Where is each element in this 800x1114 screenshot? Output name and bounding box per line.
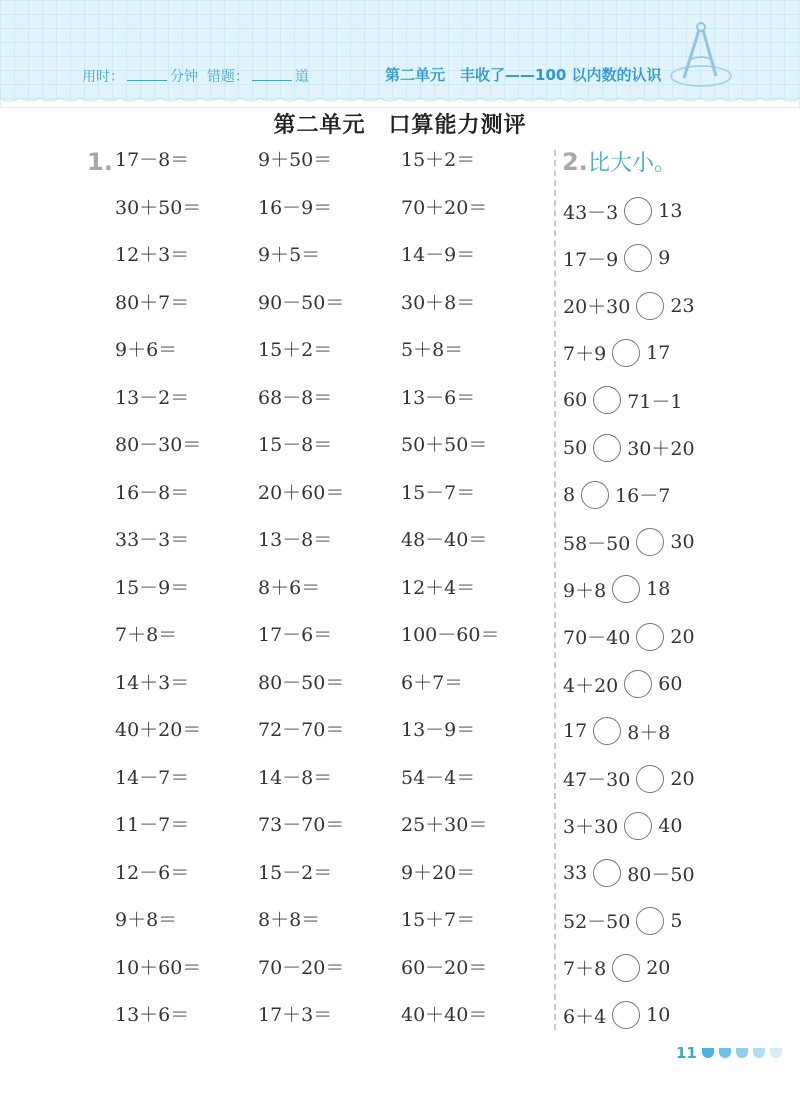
arithmetic-problem[interactable]: 70－20＝ bbox=[258, 956, 345, 979]
timer-label: 用时： bbox=[82, 69, 124, 85]
compare-right: 13 bbox=[658, 200, 683, 222]
compare-right: 20 bbox=[646, 956, 671, 979]
problem-row bbox=[0, 710, 560, 750]
problem-row bbox=[0, 140, 560, 180]
problem-row bbox=[0, 663, 560, 703]
section2-number: 2. bbox=[562, 148, 588, 176]
compare-left: 47－30 bbox=[563, 769, 631, 792]
arithmetic-problem[interactable]: 13＋6＝ bbox=[115, 1004, 190, 1026]
compare-row bbox=[563, 475, 670, 515]
answer-circle[interactable] bbox=[581, 481, 609, 509]
problem-row bbox=[0, 330, 560, 370]
problem-row bbox=[0, 948, 560, 988]
compare-right: 71－1 bbox=[627, 390, 683, 413]
compare-row bbox=[563, 333, 670, 373]
compare-right: 10 bbox=[646, 1004, 671, 1027]
arithmetic-problem[interactable]: 30＋8＝ bbox=[401, 291, 476, 314]
compare-left: 4＋20 bbox=[563, 674, 619, 697]
compare-left: 17 bbox=[563, 720, 588, 743]
problem-row bbox=[0, 378, 560, 418]
compare-right: 80－50 bbox=[627, 863, 695, 886]
compare-left: 60 bbox=[563, 389, 588, 412]
compare-left: 50 bbox=[563, 436, 588, 459]
compare-right: 18 bbox=[646, 578, 671, 601]
compare-row bbox=[563, 995, 670, 1035]
footer-dot-icon bbox=[736, 1048, 748, 1058]
problem-row bbox=[0, 853, 560, 893]
arithmetic-problem[interactable]: 15－7＝ bbox=[401, 481, 476, 504]
compare-left: 3＋30 bbox=[563, 816, 619, 839]
arithmetic-problem[interactable]: 15＋2＝ bbox=[401, 149, 476, 171]
arithmetic-problem[interactable]: 9＋20＝ bbox=[401, 861, 476, 884]
arithmetic-problem[interactable]: 72－70＝ bbox=[258, 719, 345, 741]
problem-row bbox=[0, 900, 560, 940]
compare-left: 7＋8 bbox=[563, 958, 607, 981]
arithmetic-problem[interactable]: 17－8＝ bbox=[115, 149, 190, 171]
compare-left: 9＋8 bbox=[563, 579, 607, 602]
compare-row bbox=[563, 380, 682, 420]
footer-dot-icon bbox=[770, 1048, 782, 1058]
arithmetic-problem[interactable]: 15＋2＝ bbox=[258, 339, 333, 361]
timer-line bbox=[82, 66, 309, 86]
answer-circle[interactable] bbox=[636, 292, 664, 320]
arithmetic-problem[interactable]: 48－40＝ bbox=[401, 529, 488, 551]
compare-right: 8＋8 bbox=[627, 721, 671, 744]
errors-label: 错题： bbox=[206, 69, 249, 85]
compare-row bbox=[563, 664, 682, 704]
section1-number: 1. bbox=[87, 148, 113, 176]
arithmetic-problem[interactable]: 13－8＝ bbox=[258, 529, 333, 551]
answer-circle[interactable] bbox=[636, 528, 664, 556]
errors-blank[interactable] bbox=[252, 68, 292, 81]
compare-left: 33 bbox=[563, 862, 588, 885]
arithmetic-problem[interactable]: 14－8＝ bbox=[258, 766, 333, 789]
arithmetic-problem[interactable]: 15－8＝ bbox=[258, 434, 333, 456]
timer-unit: 分钟 bbox=[170, 69, 198, 85]
arithmetic-problem[interactable]: 7＋8＝ bbox=[115, 624, 178, 646]
compare-row bbox=[563, 948, 670, 988]
compare-row bbox=[563, 853, 695, 893]
compare-right: 40 bbox=[658, 814, 683, 837]
arithmetic-problem[interactable]: 20＋60＝ bbox=[258, 481, 345, 504]
problem-row bbox=[0, 235, 560, 275]
compare-left: 8 bbox=[563, 483, 576, 506]
compare-row bbox=[563, 759, 695, 799]
arithmetic-problem[interactable]: 12－6＝ bbox=[115, 861, 190, 884]
arithmetic-problem[interactable]: 50＋50＝ bbox=[401, 434, 488, 456]
unit-title: 第二单元 丰收了——100 以内数的认识 bbox=[385, 66, 662, 84]
answer-circle[interactable] bbox=[624, 197, 652, 225]
timer-blank[interactable] bbox=[127, 68, 167, 81]
compare-left: 70－40 bbox=[563, 627, 631, 650]
arithmetic-problem[interactable]: 11－7＝ bbox=[115, 814, 190, 836]
arithmetic-problem[interactable]: 16－9＝ bbox=[258, 196, 333, 219]
compare-right: 30 bbox=[670, 531, 695, 554]
answer-circle[interactable] bbox=[593, 717, 621, 745]
compare-right: 23 bbox=[670, 294, 695, 317]
arithmetic-problem[interactable]: 90－50＝ bbox=[258, 291, 345, 314]
compare-left: 52－50 bbox=[563, 911, 631, 933]
arithmetic-problem[interactable]: 16－8＝ bbox=[115, 481, 190, 504]
compare-left: 7＋9 bbox=[563, 343, 607, 366]
footer-dot-icon bbox=[719, 1048, 731, 1058]
arithmetic-problem[interactable]: 15＋7＝ bbox=[401, 909, 476, 931]
problem-row bbox=[0, 473, 560, 513]
arithmetic-problem[interactable]: 8＋6＝ bbox=[258, 576, 321, 599]
compare-row bbox=[563, 522, 695, 562]
section2-title: 比大小。 bbox=[588, 151, 677, 176]
answer-circle[interactable] bbox=[593, 859, 621, 887]
arithmetic-problem[interactable]: 13－2＝ bbox=[115, 386, 190, 409]
arithmetic-problem[interactable]: 40＋40＝ bbox=[401, 1004, 488, 1026]
arithmetic-problem[interactable]: 9＋6＝ bbox=[115, 339, 178, 361]
compare-right: 9 bbox=[658, 247, 671, 270]
compare-right: 16－7 bbox=[615, 485, 671, 508]
arithmetic-problem[interactable]: 80－50＝ bbox=[258, 671, 345, 694]
compare-right: 5 bbox=[670, 909, 683, 932]
arithmetic-problem[interactable]: 15－9＝ bbox=[115, 576, 190, 599]
footer-dot-icon bbox=[753, 1048, 765, 1058]
page-title: 第二单元 口算能力测评 bbox=[273, 113, 527, 138]
arithmetic-problem[interactable]: 100－60＝ bbox=[401, 624, 500, 646]
compare-right: 20 bbox=[670, 625, 695, 648]
compare-row bbox=[563, 286, 695, 326]
arithmetic-problem[interactable]: 8＋8＝ bbox=[258, 909, 321, 931]
compare-right: 17 bbox=[646, 341, 671, 364]
footer-dot-icon bbox=[702, 1048, 714, 1058]
answer-circle[interactable] bbox=[593, 386, 621, 414]
arithmetic-problem[interactable]: 60－20＝ bbox=[401, 956, 488, 979]
arithmetic-problem[interactable]: 12＋3＝ bbox=[115, 244, 190, 266]
compare-row bbox=[563, 238, 670, 278]
problem-row bbox=[0, 568, 560, 608]
arithmetic-problem[interactable]: 14＋3＝ bbox=[115, 671, 190, 694]
compare-row bbox=[563, 191, 682, 231]
arithmetic-problem[interactable]: 13－9＝ bbox=[401, 719, 476, 741]
arithmetic-problem[interactable]: 70＋20＝ bbox=[401, 196, 488, 219]
arithmetic-problem[interactable]: 15－2＝ bbox=[258, 861, 333, 884]
arithmetic-problem[interactable]: 14－7＝ bbox=[115, 766, 190, 789]
arithmetic-problem[interactable]: 68－8＝ bbox=[258, 386, 333, 409]
arithmetic-problem[interactable]: 5＋8＝ bbox=[401, 339, 464, 361]
answer-circle[interactable] bbox=[636, 623, 664, 651]
problem-row bbox=[0, 425, 560, 465]
arithmetic-problem[interactable]: 80－30＝ bbox=[115, 434, 202, 456]
arithmetic-problem[interactable]: 33－3＝ bbox=[115, 529, 190, 551]
problem-row bbox=[0, 520, 560, 560]
compare-row bbox=[563, 428, 695, 468]
page-footer bbox=[676, 1044, 782, 1062]
problem-row bbox=[0, 283, 560, 323]
arithmetic-problem[interactable]: 30＋50＝ bbox=[115, 196, 202, 219]
arithmetic-problem[interactable]: 9＋5＝ bbox=[258, 244, 321, 266]
compare-row bbox=[563, 806, 682, 846]
answer-circle[interactable] bbox=[593, 434, 621, 462]
arithmetic-problem[interactable]: 10＋60＝ bbox=[115, 956, 202, 979]
answer-circle[interactable] bbox=[636, 907, 664, 935]
compare-left: 17－9 bbox=[563, 248, 619, 271]
problem-row bbox=[0, 188, 560, 228]
answer-circle[interactable] bbox=[612, 339, 640, 367]
header-band bbox=[0, 0, 800, 100]
arithmetic-problem[interactable]: 54－4＝ bbox=[401, 766, 476, 789]
compare-row bbox=[563, 617, 695, 657]
errors-unit: 道 bbox=[294, 69, 309, 85]
arithmetic-problem[interactable]: 17＋3＝ bbox=[258, 1004, 333, 1026]
arithmetic-problem[interactable]: 13－6＝ bbox=[401, 386, 476, 409]
problem-row bbox=[0, 758, 560, 798]
answer-circle[interactable] bbox=[624, 670, 652, 698]
compare-row bbox=[563, 711, 670, 751]
compare-left: 6＋4 bbox=[563, 1005, 607, 1028]
compare-right: 60 bbox=[658, 673, 683, 695]
problem-row bbox=[0, 615, 560, 655]
arithmetic-problem[interactable]: 73－70＝ bbox=[258, 814, 345, 836]
header-wave bbox=[0, 88, 800, 108]
compare-right: 30＋20 bbox=[627, 438, 695, 460]
answer-circle[interactable] bbox=[612, 1001, 640, 1029]
compass-icon bbox=[666, 18, 736, 90]
arithmetic-problem[interactable]: 9＋50＝ bbox=[258, 149, 333, 171]
answer-circle[interactable] bbox=[612, 575, 640, 603]
answer-circle[interactable] bbox=[612, 954, 640, 982]
page-number: 11 bbox=[676, 1044, 697, 1062]
answer-circle[interactable] bbox=[624, 812, 652, 840]
compare-left: 58－50 bbox=[563, 532, 631, 555]
arithmetic-problem[interactable]: 80＋7＝ bbox=[115, 291, 190, 314]
arithmetic-problem[interactable]: 12＋4＝ bbox=[401, 576, 476, 599]
arithmetic-problem[interactable]: 6＋7＝ bbox=[401, 671, 464, 694]
problem-row bbox=[0, 805, 560, 845]
arithmetic-problem[interactable]: 9＋8＝ bbox=[115, 909, 178, 931]
compare-right: 20 bbox=[670, 767, 695, 790]
arithmetic-problem[interactable]: 17－6＝ bbox=[258, 624, 333, 646]
arithmetic-problem[interactable]: 25＋30＝ bbox=[401, 814, 488, 836]
compare-row bbox=[563, 901, 682, 941]
compare-left: 20＋30 bbox=[563, 296, 631, 319]
problem-row bbox=[0, 995, 560, 1035]
answer-circle[interactable] bbox=[624, 244, 652, 272]
arithmetic-problem[interactable]: 14－9＝ bbox=[401, 244, 476, 266]
answer-circle[interactable] bbox=[636, 765, 664, 793]
compare-row bbox=[563, 569, 670, 609]
compare-left: 43－3 bbox=[563, 201, 619, 224]
arithmetic-problem[interactable]: 40＋20＝ bbox=[115, 719, 202, 741]
section-divider bbox=[554, 150, 556, 1030]
